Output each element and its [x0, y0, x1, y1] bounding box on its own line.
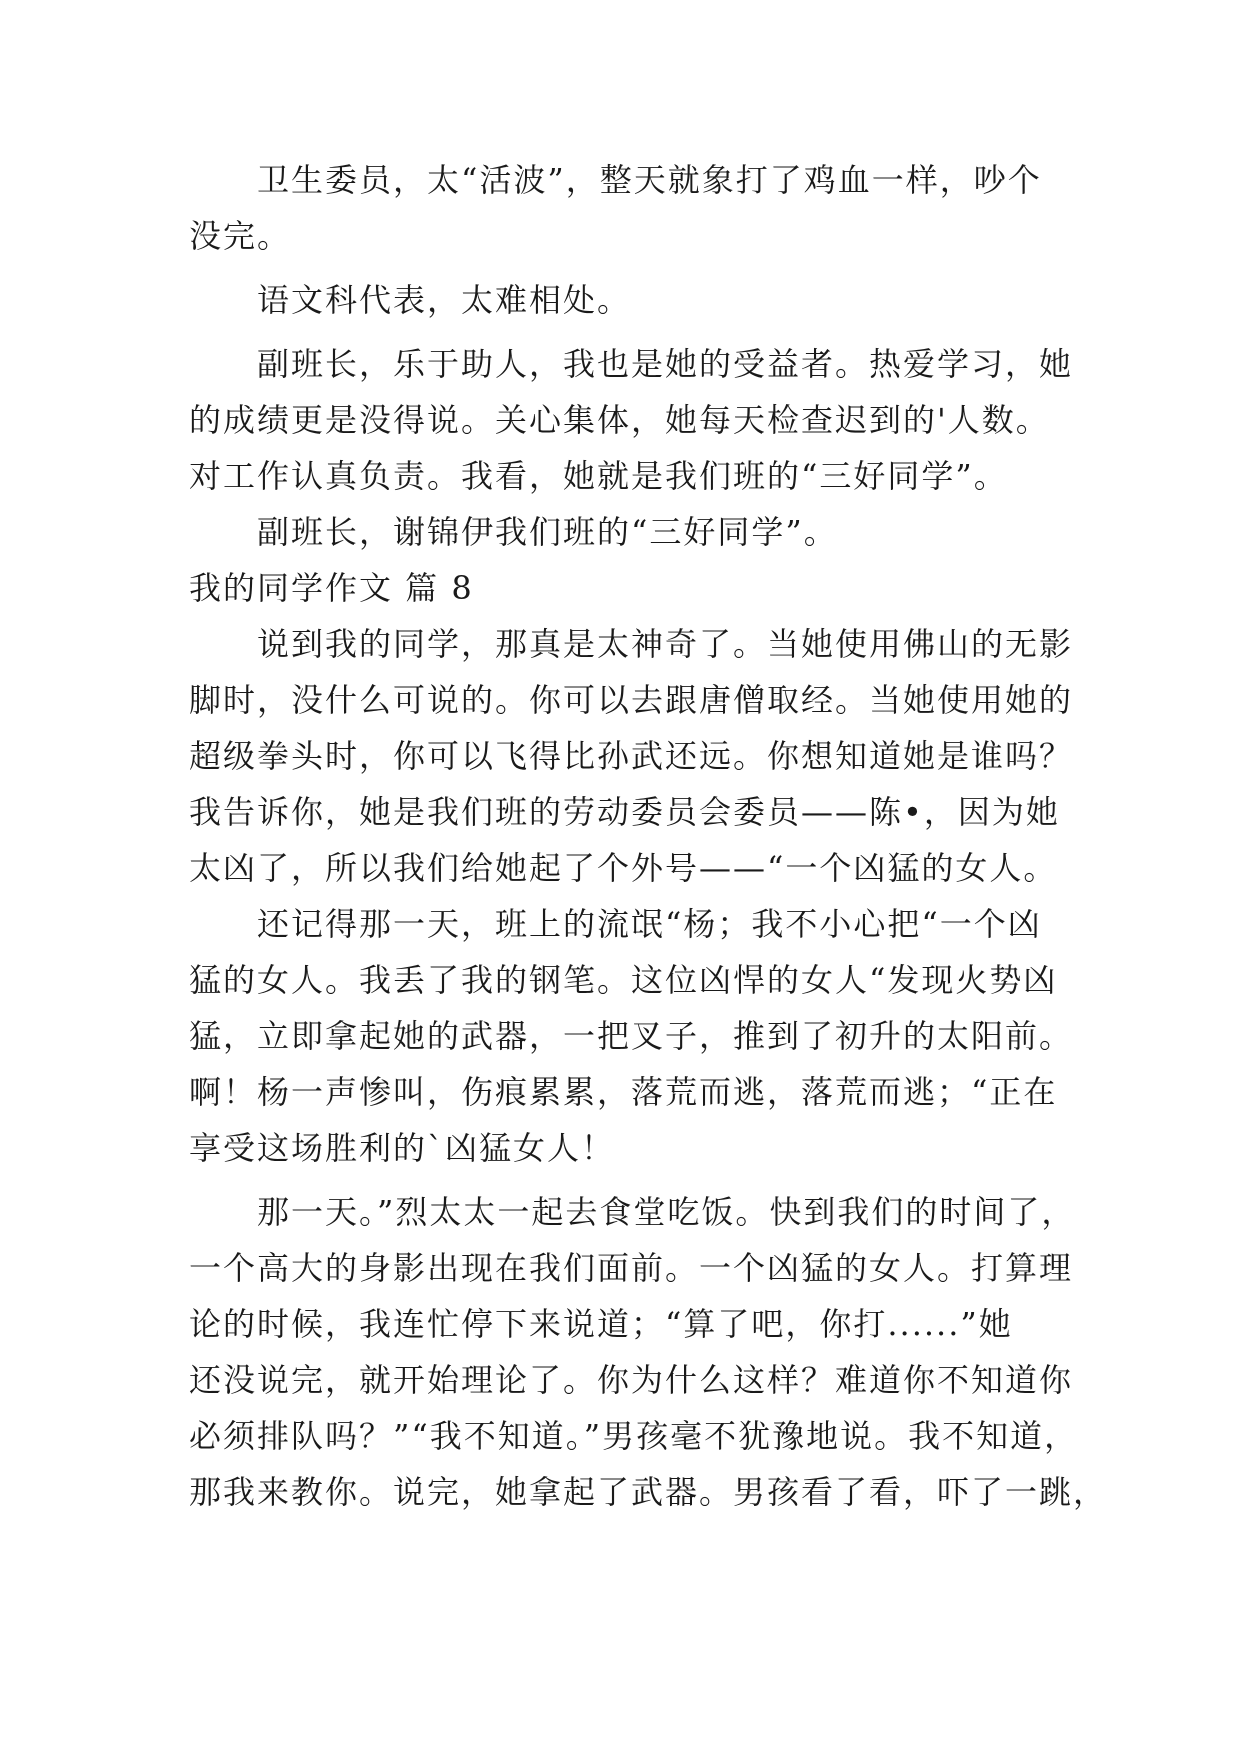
document-body: [189, 152, 1108, 1520]
paragraph-line: 对工作认真负责。我看，她就是我们班的“三好同学”。: [189, 457, 1008, 495]
paragraph-line: 说到我的同学，那真是太神奇了。当她使用佛山的无影: [257, 625, 1074, 663]
paragraph-line: 副班长，谢锦伊我们班的“三好同学”。: [257, 513, 838, 551]
paragraph-line: 没完。: [189, 217, 292, 255]
paragraph-line: 超级拳头时，你可以飞得比孙武还远。你想知道她是谁吗？: [189, 737, 1074, 775]
paragraph-line: 一个高大的身影出现在我们面前。一个凶猛的女人。打算理: [189, 1249, 1074, 1287]
paragraph-line: 享受这场胜利的`凶猛女人！: [189, 1129, 616, 1167]
paragraph-line: 猛，立即拿起她的武器，一把叉子，推到了初升的太阳前。: [189, 1017, 1074, 1055]
paragraph-line: 还没说完，就开始理论了。你为什么这样？难道你不知道你: [189, 1361, 1074, 1399]
paragraph-line: 卫生委员，太“活波”，整天就象打了鸡血一样，吵个: [257, 161, 1042, 199]
paragraph-line: 太凶了，所以我们给她起了个外号——“一个凶猛的女人。: [189, 849, 1058, 887]
paragraph-line: 必须排队吗？”“我不知道。”男孩毫不犹豫地说。我不知道，: [189, 1417, 1079, 1455]
paragraph-line: 脚时，没什么可说的。你可以去跟唐僧取经。当她使用她的: [189, 681, 1074, 719]
paragraph-line: 那我来教你。说完，她拿起了武器。男孩看了看，吓了一跳，: [189, 1473, 1108, 1511]
paragraph-line: 论的时候，我连忙停下来说道；“算了吧，你打......”她: [189, 1305, 1013, 1343]
paragraph-line: 猛的女人。我丢了我的钢笔。这位凶悍的女人“发现火势凶: [189, 961, 1058, 999]
paragraph-line: 的成绩更是没得说。关心集体，她每天检查迟到的'人数。: [189, 401, 1050, 439]
paragraph-line: 还记得那一天，班上的流氓“杨；我不小心把“一个凶: [257, 905, 1042, 943]
paragraph-line: 语文科代表，太难相处。: [257, 281, 632, 319]
section-heading: 我的同学作文 篇 8: [189, 569, 474, 607]
paragraph-line: 那一天。”烈太太一起去食堂吃饭。快到我们的时间了，: [257, 1193, 1076, 1231]
paragraph-line: 我告诉你，她是我们班的劳动委员会委员——陈•，因为她: [189, 793, 1060, 831]
paragraph-line: 副班长，乐于助人，我也是她的受益者。热爱学习，她: [257, 345, 1074, 383]
paragraph-line: 啊！杨一声惨叫，伤痕累累，落荒而逃，落荒而逃；“正在: [189, 1073, 1058, 1111]
